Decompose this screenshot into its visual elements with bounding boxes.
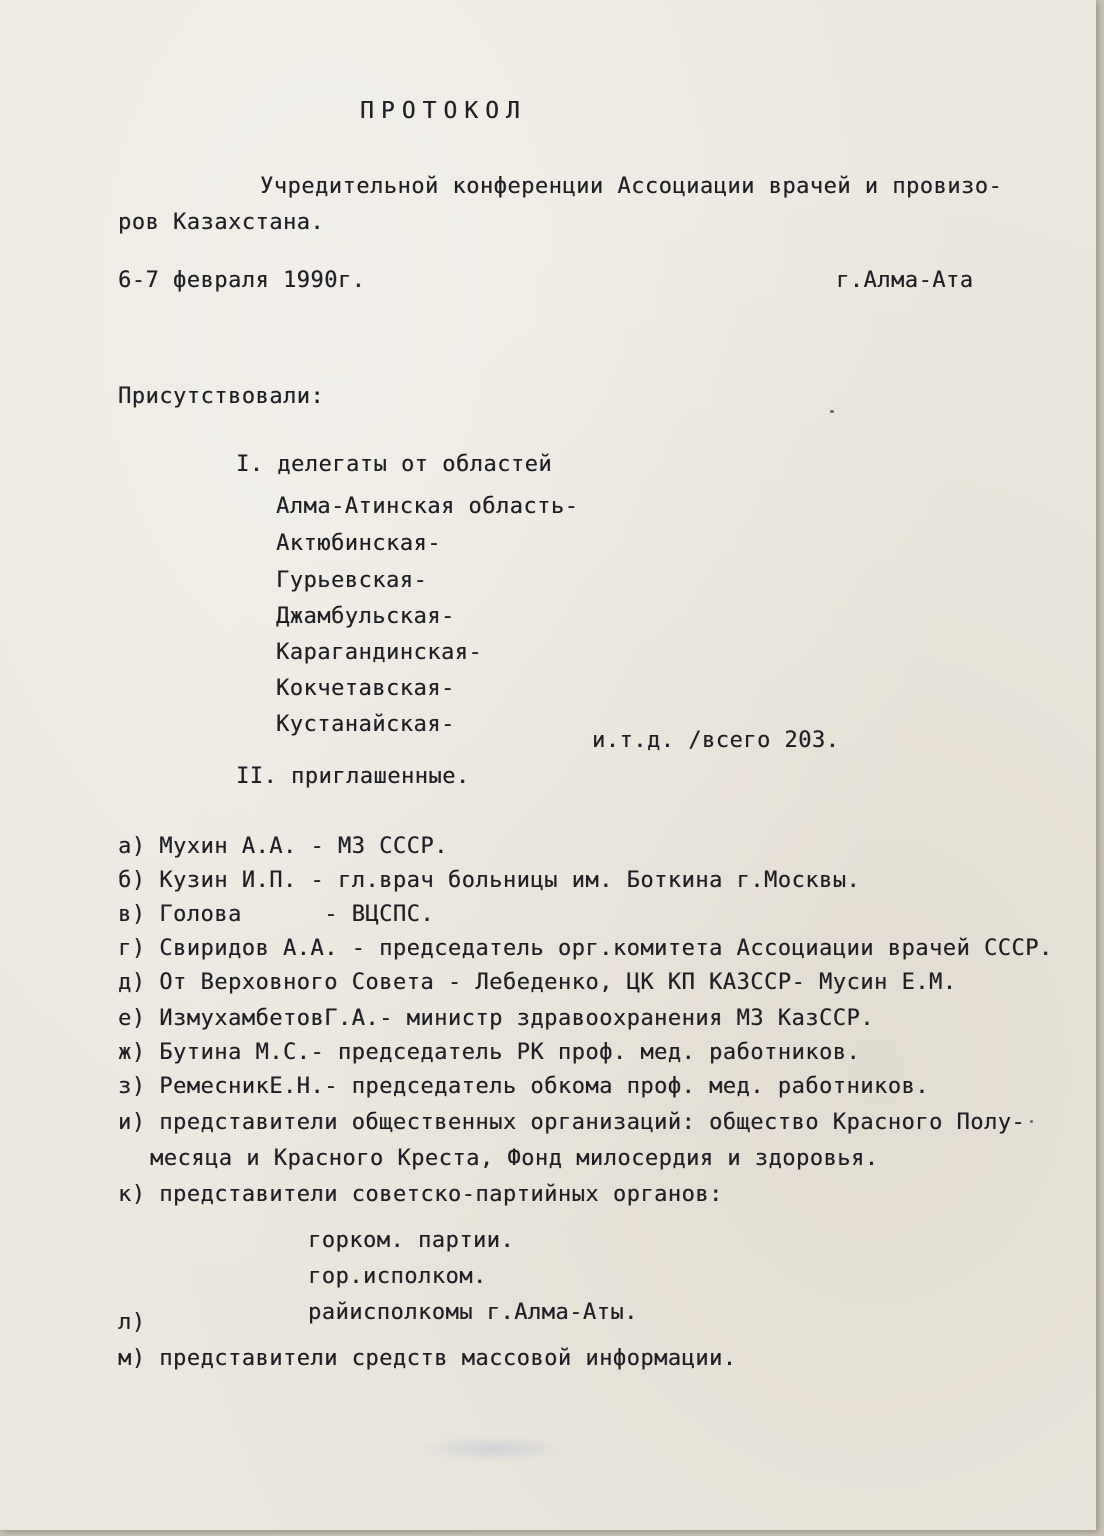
party-body-item: гор.исполком. — [308, 1264, 487, 1289]
invitee-list-item-m: м) представители средств массовой информации. — [118, 1346, 737, 1371]
section-2-heading: II. приглашенные. — [236, 764, 470, 789]
invitee-list-item: з) РемесникЕ.Н.- председатель обкома проф. мед. работников. — [118, 1074, 929, 1099]
region-list-item: Джамбульская- — [276, 604, 455, 629]
invitee-list-item: к) представители советско-партийных органов: — [118, 1182, 723, 1207]
invitee-list-item: а) Мухин А.А. - МЗ СССР. — [118, 834, 448, 859]
invitee-list-item-l: л) — [118, 1310, 146, 1335]
region-list-item: Кустанайская- — [276, 712, 455, 737]
invitee-list-item: г) Свиридов А.А. - председатель орг.комитета Ассоциации врачей СССР. — [118, 936, 1053, 961]
invitee-list-item: б) Кузин И.П. - гл.врач больницы им. Боткина г.Москвы. — [118, 868, 861, 893]
ink-speck — [830, 410, 834, 413]
document-title: ПРОТОКОЛ — [360, 98, 527, 124]
subtitle-line-1: Учредительной конференции Ассоциации врачей и провизо- — [260, 174, 1003, 199]
section-1-heading: I. делегаты от областей — [236, 452, 553, 477]
delegates-total: и.т.д. /всего 203. — [592, 728, 840, 753]
document-city: г.Алма-Ата — [836, 268, 974, 293]
subtitle-line-2: ров Казахстана. — [118, 210, 325, 235]
region-list-item: Актюбинская- — [276, 531, 441, 556]
invitee-list-item-continued: месяца и Красного Креста, Фонд милосердия и здоровья. — [150, 1146, 879, 1171]
party-body-item: горком. партии. — [308, 1228, 515, 1253]
region-list-item: Алма-Атинская область- — [276, 494, 579, 519]
present-label: Присутствовали: — [118, 384, 325, 409]
invitee-list-item: е) ИзмухамбетовГ.А.- министр здравоохранения МЗ КазССР. — [118, 1006, 874, 1031]
invitee-list-item: д) От Верховного Совета - Лебеденко, ЦК КП КАЗССР- Мусин Е.М. — [118, 970, 957, 995]
ink-smudge — [418, 1435, 568, 1463]
party-body-item: райисполкомы г.Алма-Аты. — [308, 1300, 638, 1325]
invitee-list-item: и) представители общественных организаций: общество Красного Полу- — [118, 1110, 1026, 1135]
document-date: 6-7 февраля 1990г. — [118, 268, 366, 293]
invitee-list-item: в) Голова - ВЦСПС. — [118, 902, 435, 927]
region-list-item: Гурьевская- — [276, 568, 428, 593]
region-list-item: Кокчетавская- — [276, 676, 455, 701]
ink-speck — [1030, 1120, 1033, 1123]
region-list-item: Карагандинская- — [276, 640, 483, 665]
invitee-list-item: ж) Бутина М.С.- председатель РК проф. мед. работников. — [118, 1040, 861, 1065]
